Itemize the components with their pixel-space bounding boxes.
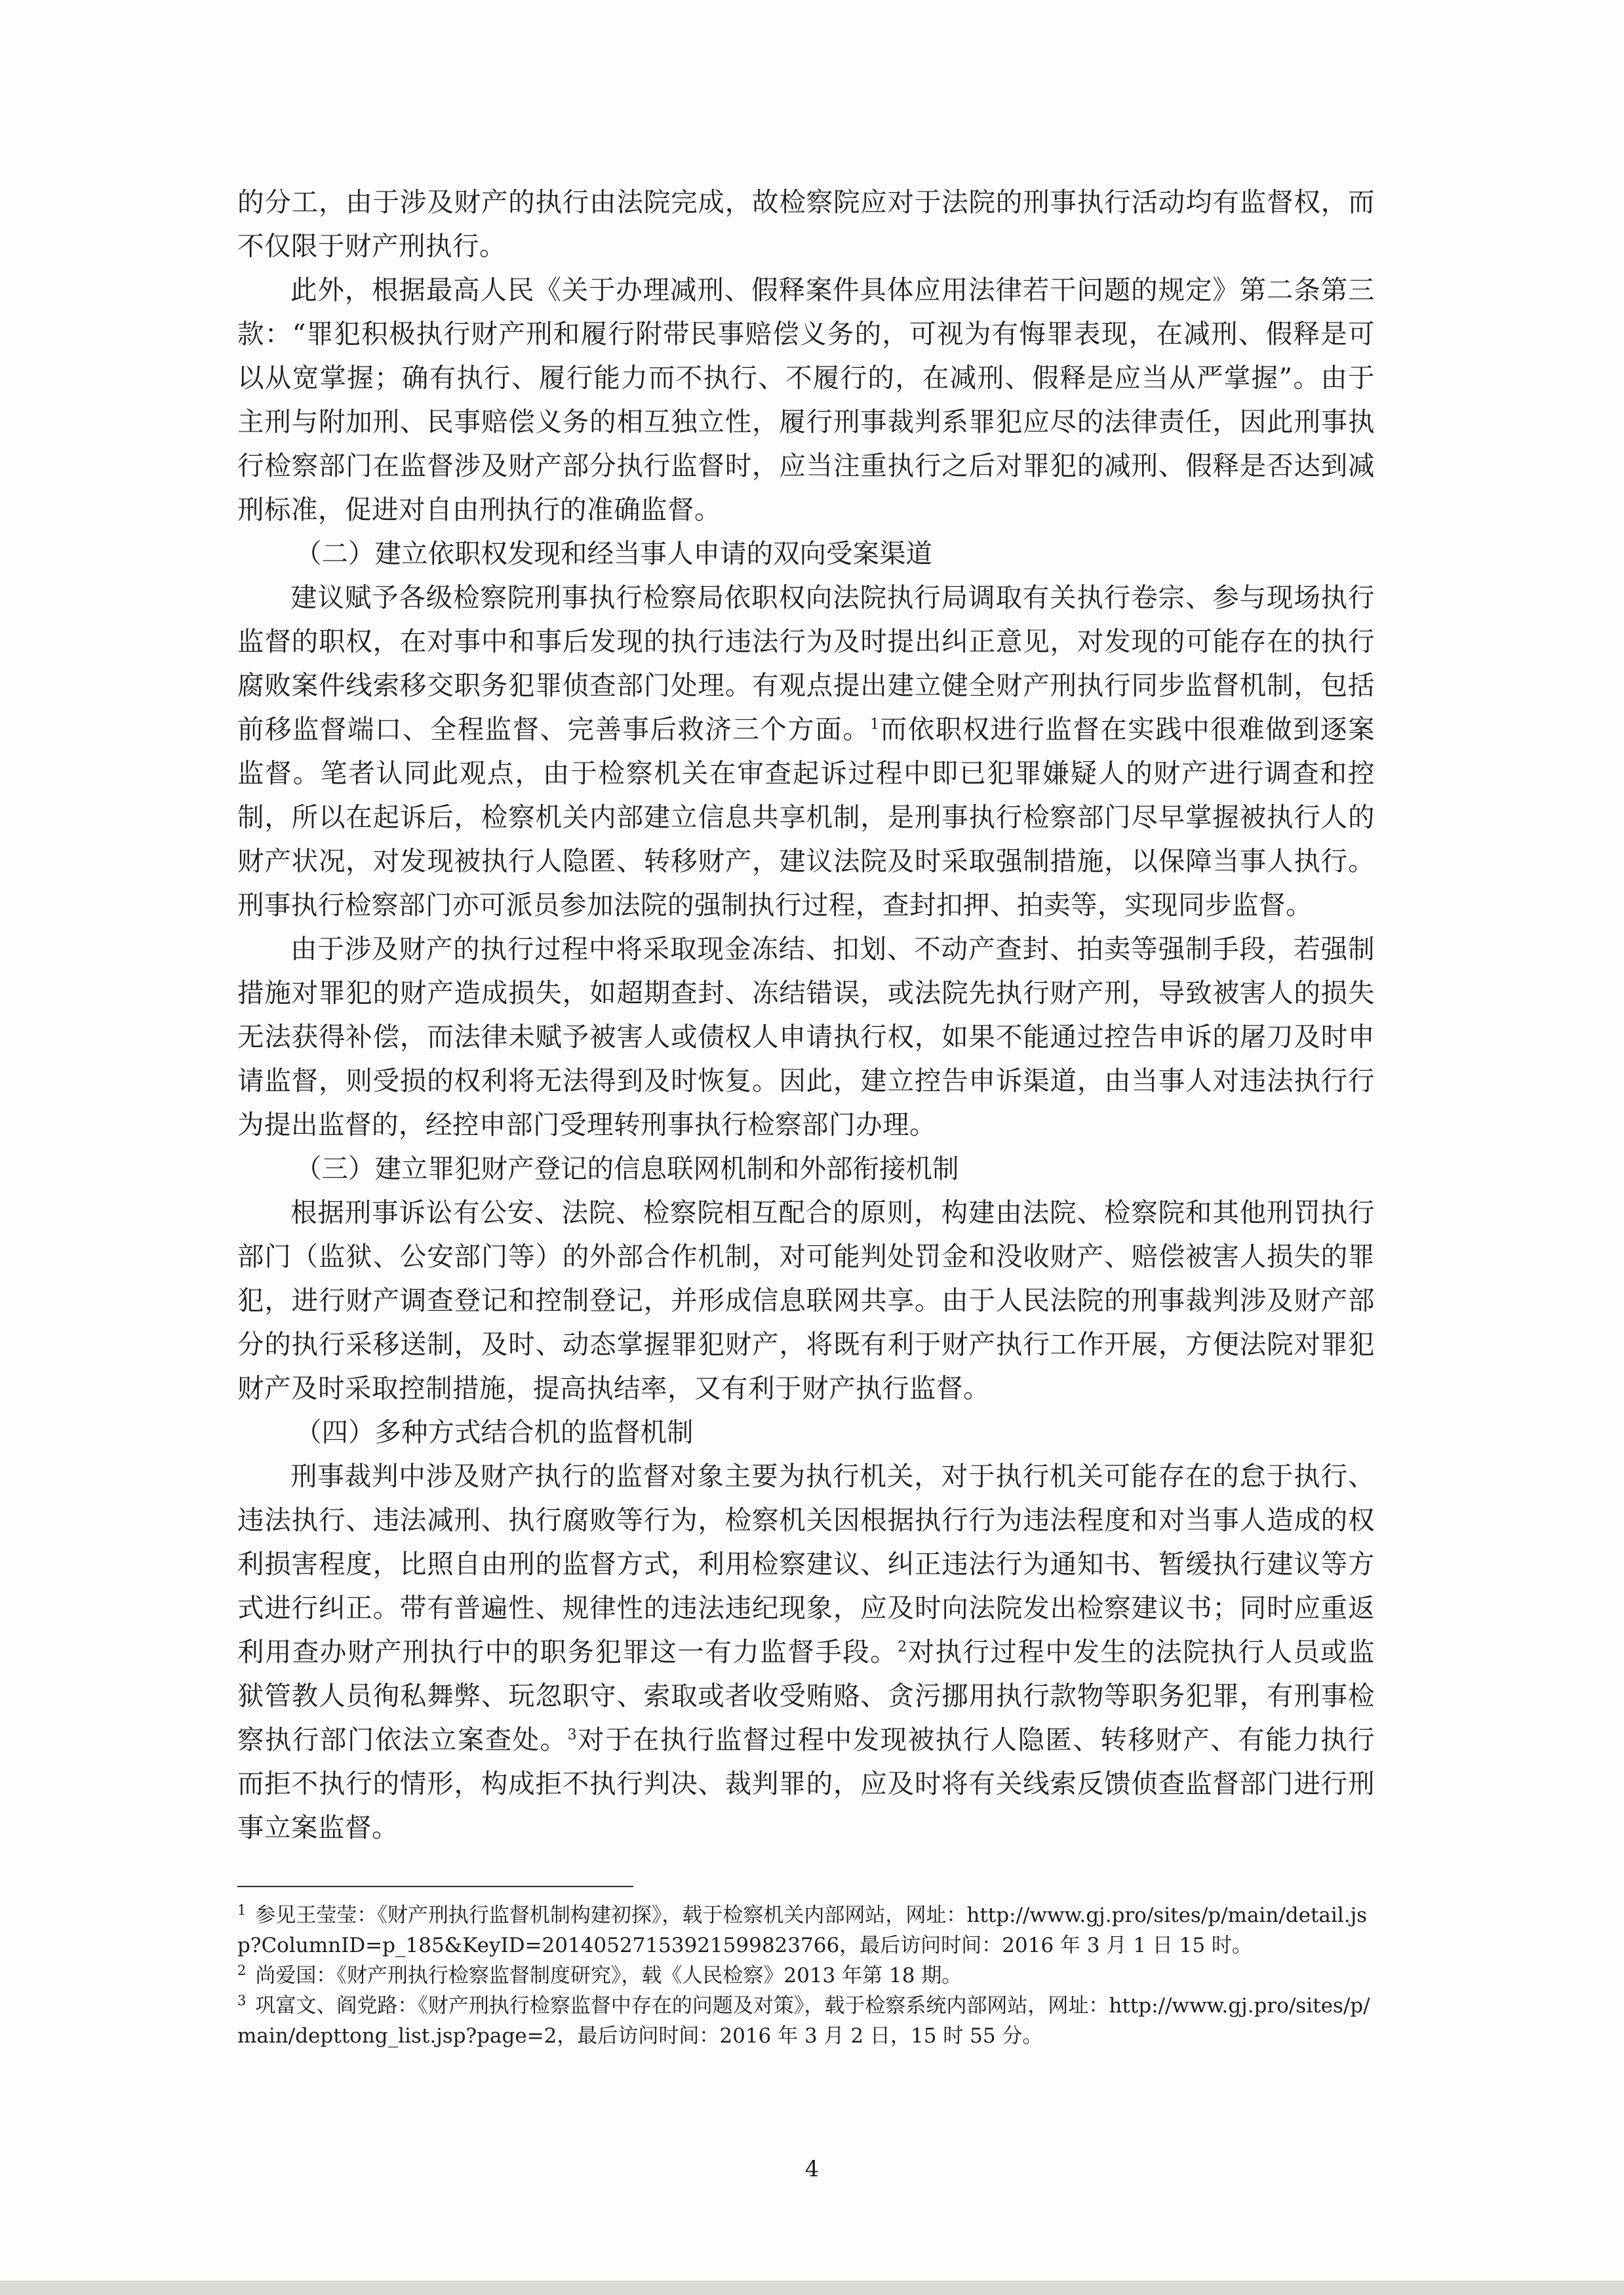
footnote-ref-1: 1	[870, 716, 880, 733]
scan-edge	[0, 2281, 1624, 2295]
footnote-number: 1	[237, 1902, 247, 1918]
footnote-text: 巩富文、阎党路：《财产刑执行检察监督中存在的问题及对策》，载于检察系统内部网站，网址：http://www.gj.pro/sites/p/main/depttong_list.jsp?page=2，最后访问时间：2016 年 3 月 2 日，15 时 55 分。	[237, 1994, 1370, 2048]
paragraph-complaint-channel	[237, 927, 1375, 1147]
heading-text: （三）建立罪犯财产登记的信息联网机制和外部衔接机制	[295, 1153, 959, 1184]
paragraph-text: 由于涉及财产的执行过程中将采取现金冻结、扣划、不动产查封、拍卖等强制手段，若强制措施对罪犯的财产造成损失，如超期查封、冻结错误，或法院先执行财产刑，导致被害人的损失无法获得补偿，而法律未赋予被害人或债权人申请执行权，如果不能通过控告申诉的屠刀及时申请监督，则受损的权利将无法得到及时恢复。因此，建立控告申诉渠道，由当事人对违法执行行为提出监督的，经控申部门受理转刑事执行检察部门办理。	[237, 933, 1375, 1140]
paragraph-text: 对执行过程中发生的法院执行人员或监狱管教人员徇私舞弊、玩忽职守、索取或者收受贿赂、贪污挪用执行款物等职务犯罪，有刑事检察执行部门依法立案查处。	[237, 1636, 1376, 1755]
paragraph-reduction-parole	[237, 268, 1375, 532]
paragraph-text: 此外，根据最高人民《关于办理减刑、假释案件具体应用法律若干问题的规定》第二条第三款：“罪犯积极执行财产刑和履行附带民事赔偿义务的，可视为有悔罪表现，在减刑、假释是可以从宽掌握；确有执行、履行能力而不执行、不履行的，在减刑、假释是应当从严掌握”。由于主刑与附加刑、民事赔偿义务的相互独立性，履行刑事裁判系罪犯应尽的法律责任，因此刑事执行检察部门在监督涉及财产部分执行监督时，应当注重执行之后对罪犯的减刑、假释是否达到减刑标准，促进对自由刑执行的准确监督。	[237, 274, 1375, 525]
footnote-number: 3	[237, 1992, 247, 2008]
heading-text: （二）建立依职权发现和经当事人申请的双向受案渠道	[295, 538, 932, 569]
paragraph-info-network	[237, 1191, 1375, 1410]
footnote-text: 尚爱国：《财产刑执行检察监督制度研究》，载《人民检察》2013 年第 18 期。	[255, 1964, 962, 1987]
section-heading-2	[237, 532, 1375, 576]
footnote-text: 参见王莹莹：《财产刑执行监督机制构建初探》，载于检察机关内部网站，网址：http://www.gj.pro/sites/p/main/detail.jsp?ColumnID=p_185&KeyID=20140527153921599823766，最后访问时间：2016 年 3 月 1 日 15 时。	[237, 1904, 1368, 1957]
footnote-divider	[237, 1886, 633, 1887]
paragraph-text: 根据刑事诉讼有公安、法院、检察院相互配合的原则，构建由法院、检察院和其他刑罚执行部门（监狱、公安部门等）的外部合作机制，对可能判处罚金和没收财产、赔偿被害人损失的罪犯，进行财产调查登记和控制登记，并形成信息联网共享。由于人民法院的刑事裁判涉及财产部分的执行采移送制，及时、动态掌握罪犯财产，将既有利于财产执行工作开展，方便法院对罪犯财产及时采取控制措施，提高执结率，又有利于财产执行监督。	[237, 1197, 1375, 1404]
body-text	[237, 180, 1375, 1850]
heading-text: （四）多种方式结合机的监督机制	[295, 1416, 694, 1448]
paragraph-text: 而依职权进行监督在实践中很难做到逐案监督。笔者认同此观点，由于检察机关在审查起诉过程中即已犯罪嫌疑人的财产进行调查和控制，所以在起诉后，检察机关内部建立信息共享机制，是刑事执行检察部门尽早掌握被执行人的财产状况，对发现被执行人隐匿、转移财产，建议法院及时采取强制措施，以保障当事人执行。刑事执行检察部门亦可派员参加法院的强制执行过程，查封扣押、拍卖等，实现同步监督。	[237, 713, 1376, 921]
footnote-2	[237, 1961, 1375, 1991]
paragraph-dual-channel	[237, 576, 1375, 927]
footnote-ref-3: 3	[567, 1726, 578, 1744]
page-number: 4	[804, 2156, 820, 2182]
footnotes	[237, 1900, 1375, 2051]
section-heading-4	[237, 1410, 1375, 1454]
paragraph-text: 建议赋予各级检察院刑事执行检察局依职权向法院执行局调取有关执行卷宗、参与现场执行监督的职权，在对事中和事后发现的执行违法行为及时提出纠正意见，对发现的可能存在的执行腐败案件线索移交职务犯罪侦查部门处理。有观点提出建立健全财产刑执行同步监督机制，包括前移监督端口、全程监督、完善事后救济三个方面。	[237, 582, 1375, 745]
footnote-3	[237, 1991, 1375, 2051]
paragraph-text: 对于在执行监督过程中发现被执行人隐匿、转移财产、有能力执行而拒不执行的情形，构成拒不执行判决、裁判罪的，应及时将有关线索反馈侦查监督部门进行刑事立案监督。	[237, 1724, 1375, 1843]
paragraph-supervision-methods	[237, 1454, 1375, 1850]
footnote-ref-2: 2	[898, 1639, 907, 1656]
footnote-1	[237, 1900, 1375, 1961]
footnote-number: 2	[237, 1962, 247, 1978]
paragraph-text: 的分工，由于涉及财产的执行由法院完成，故检察院应对于法院的刑事执行活动均有监督权，而不仅限于财产刑执行。	[237, 186, 1375, 262]
paragraph-text: 刑事裁判中涉及财产执行的监督对象主要为执行机关，对于执行机关可能存在的怠于执行、违法执行、违法减刑、执行腐败等行为，检察机关因根据执行行为违法程度和对当事人造成的权利损害程度，比照自由刑的监督方式，利用检察建议、纠正违法行为通知书、暂缓执行建议等方式进行纠正。带有普遍性、规律性的违法违纪现象，应及时向法院发出检察建议书；同时应重返利用查办财产刑执行中的职务犯罪这一有力监督手段。	[237, 1460, 1375, 1667]
paragraph-continuation	[237, 180, 1375, 268]
section-heading-3	[237, 1147, 1375, 1191]
